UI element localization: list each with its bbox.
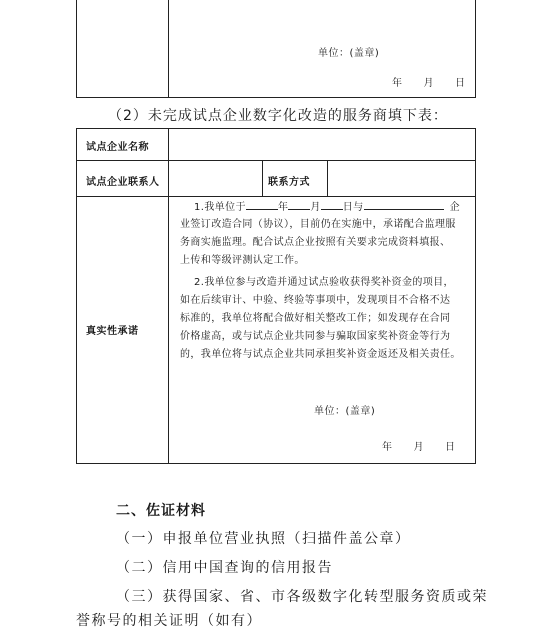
section2-item3-line1: （三）获得国家、省、市各级数字化转型服务资质或荣 <box>116 589 488 605</box>
commitment-p2-line4: 价格虚高，或与试点企业共同参与骗取国家奖补资金等行为 <box>180 331 451 342</box>
blank-day <box>321 198 343 210</box>
row-label-company-name: 试点企业名称 <box>86 142 149 153</box>
top-table-divider <box>168 0 169 98</box>
contact-method-label: 联系方式 <box>268 177 310 188</box>
p1-part-b: 年 <box>277 202 289 213</box>
p1-part-d: 日与 <box>342 202 364 213</box>
blank-year <box>246 198 278 210</box>
row-label-contact-person: 试点企业联系人 <box>86 177 160 188</box>
contact-divider-right <box>327 160 328 196</box>
section-note: （2）未完成试点企业数字化改造的服务商填下表： <box>108 108 448 124</box>
commitment-p2-line2: 如在后续审计、中验、终验等事项中，发现项目不合格不达 <box>180 295 451 306</box>
section2-title: 二、佐证材料 <box>116 503 206 519</box>
table-date-label: 年 月 日 <box>382 442 456 453</box>
commitment-p2-line3: 标准的，我单位将配合做好相关整改工作；如发现存在合同 <box>180 313 451 324</box>
commitment-p1-line3: 务商实施监理。配合试点企业按照有关要求完成资料填报、 <box>180 237 451 248</box>
section2-item1: （一）申报单位营业执照（扫描件盖公章） <box>116 531 411 547</box>
section2-item2: （二）信用中国查询的信用报告 <box>116 560 333 576</box>
contact-divider-left <box>262 160 263 196</box>
table-row-divider-2 <box>76 196 476 197</box>
commitment-p1-line2: 业签订改造合同（协议），目前仍在实施中，承诺配合监理服 <box>180 219 456 230</box>
table-left-col-divider <box>168 128 169 464</box>
top-seal-label: 单位：(盖章) <box>318 48 380 59</box>
commitment-p2-line1: 2.我单位参与改造并通过试点验收获得奖补资金的项目， <box>194 277 454 288</box>
table-row-divider-1 <box>76 160 476 161</box>
top-date-label: 年 月 日 <box>392 78 466 89</box>
row-label-commitment: 真实性承诺 <box>86 326 139 337</box>
blank-month <box>288 198 310 210</box>
table-seal-label: 单位：(盖章) <box>314 406 376 417</box>
commitment-p1-line4: 上传和等级评测认定工作。 <box>180 255 305 266</box>
commitment-p1-line1 <box>180 198 460 217</box>
blank-company <box>364 198 444 210</box>
commitment-p2-line5: 的，我单位将与试点企业共同承担奖补资金返还及相关责任。 <box>180 349 461 360</box>
section2-item3-line2: 誉称号的相关证明（如有） <box>76 613 262 629</box>
p1-part-e: 企 <box>449 202 460 213</box>
p1-part-c: 月 <box>310 202 321 213</box>
p1-part-a: 1.我单位于 <box>194 202 246 213</box>
